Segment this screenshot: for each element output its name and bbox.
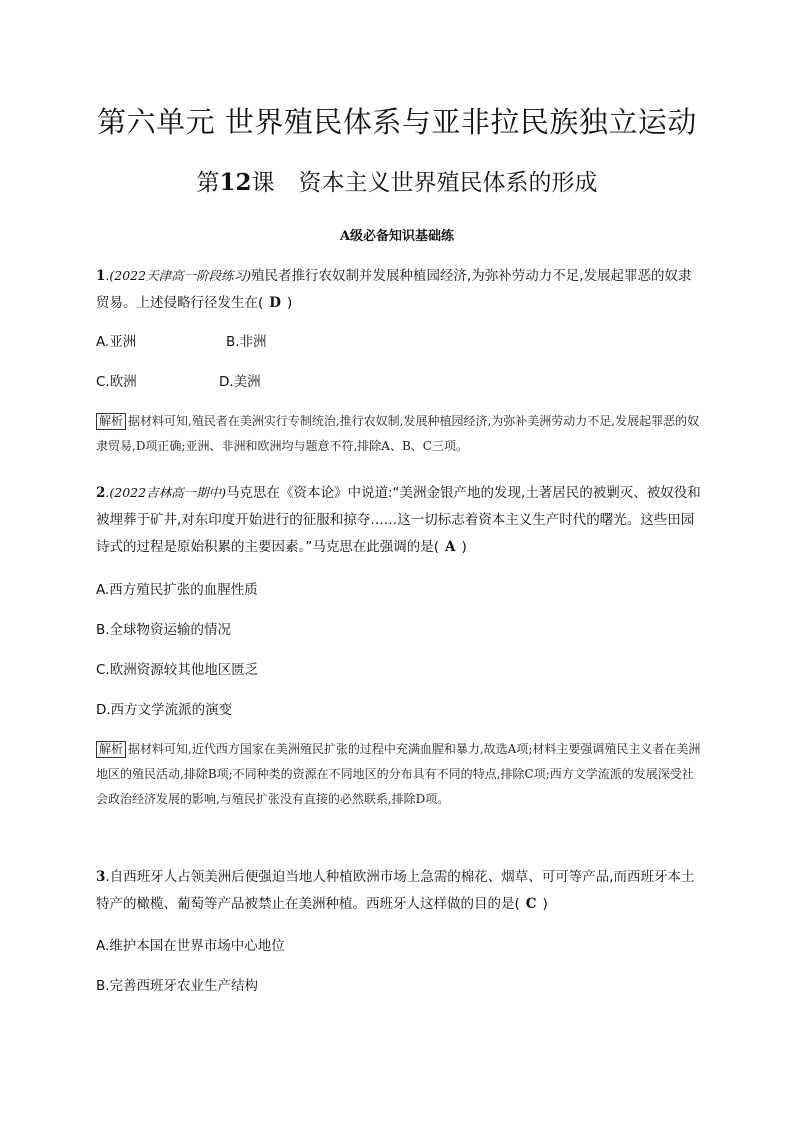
question-3-close: ) <box>542 896 548 912</box>
question-2-text: 马克思在《资本论》中说道:“美洲金银产地的发现,土著居民的被剿灭、被奴役和被埋葬于矿井,对东印度开始进行的征服和掠夺……这一切标志着资本主义生产时代的曙光。这些田园诗式的过程是原始积累的主要因素。”马克思在此强调的是( <box>96 485 701 555</box>
question-3-answer: C <box>525 896 537 912</box>
analysis-label: 解析 <box>96 741 126 758</box>
question-3-text: .自西班牙人占领美洲后便强迫当地人种植欧洲市场上急需的棉花、烟草、可可等产品,而西班牙本土特产的橄榄、葡萄等产品被禁止在美洲种植。西班牙人这样做的目的是( <box>96 869 695 912</box>
lesson-name: 资本主义世界殖民体系的形成 <box>298 170 598 196</box>
question-2-analysis-text: 据材料可知,近代西方国家在美洲殖民扩张的过程中充满血腥和暴力,故选A项;材料主要强调殖民主义者在美洲地区的殖民活动,排除B项;不同种类的资源在不同地区的分布具有不同的特点,排除C项;西方文学流派的发展深受社会政治经济发展的影响,与殖民扩张没有直接的必然联系,排除D项。 <box>96 742 701 806</box>
question-2-close: ) <box>461 539 467 555</box>
question-3-option-b: B.完善西班牙农业生产结构 <box>96 978 259 994</box>
question-1-option-d: D.美洲 <box>219 374 261 390</box>
unit-title: 第六单元 世界殖民体系与亚非拉民族独立运动 <box>97 105 697 139</box>
question-2-option-c: C.欧洲资源较其他地区匮乏 <box>96 662 259 678</box>
question-2-source: .(2022吉林高一期中) <box>105 485 226 500</box>
question-2-option-b: B.全球物资运输的情况 <box>96 622 232 638</box>
question-2-option-d: D.西方文学流派的演变 <box>96 702 233 718</box>
question-1-answer: D <box>269 295 281 311</box>
question-1-analysis-text: 据材料可知,殖民者在美洲实行专制统治,推行农奴制,发展种植园经济,为弥补美洲劳动力不足,发展起罪恶的奴隶贸易,D项正确;亚洲、非洲和欧洲均与题意不符,排除A、B、C三项。 <box>96 414 700 453</box>
question-1-option-a: A.亚洲 <box>96 334 137 350</box>
question-1-source: .(2022天津高一阶段练习) <box>105 268 251 283</box>
question-1-stem <box>96 262 701 317</box>
analysis-label: 解析 <box>96 413 126 430</box>
question-1-option-b: B.非洲 <box>226 334 267 350</box>
lesson-prefix: 第 <box>196 170 220 196</box>
question-2-stem <box>96 479 701 561</box>
question-2-analysis <box>96 737 701 812</box>
lesson-title <box>0 164 794 197</box>
question-3-stem <box>96 864 701 918</box>
question-1-option-c: C.欧洲 <box>96 374 137 390</box>
question-1-close: ) <box>287 295 293 311</box>
lesson-number: 12 <box>219 169 252 196</box>
question-3-option-a: A.维护本国在世界市场中心地位 <box>96 938 285 954</box>
question-2-option-a: A.西方殖民扩张的血腥性质 <box>96 582 258 598</box>
question-3-number: 3 <box>96 869 106 885</box>
question-1-number: 1 <box>96 268 106 284</box>
question-2-answer: A <box>445 539 456 555</box>
question-1-analysis <box>96 409 701 459</box>
question-2-number: 2 <box>96 485 106 501</box>
lesson-suffix: 课 <box>251 170 275 196</box>
question-1-text: 殖民者推行农奴制并发展种植园经济,为弥补劳动力不足,发展起罪恶的奴隶贸易。上述侵略行径发生在( <box>96 268 692 311</box>
section-heading: A级必备知识基础练 <box>339 229 455 244</box>
